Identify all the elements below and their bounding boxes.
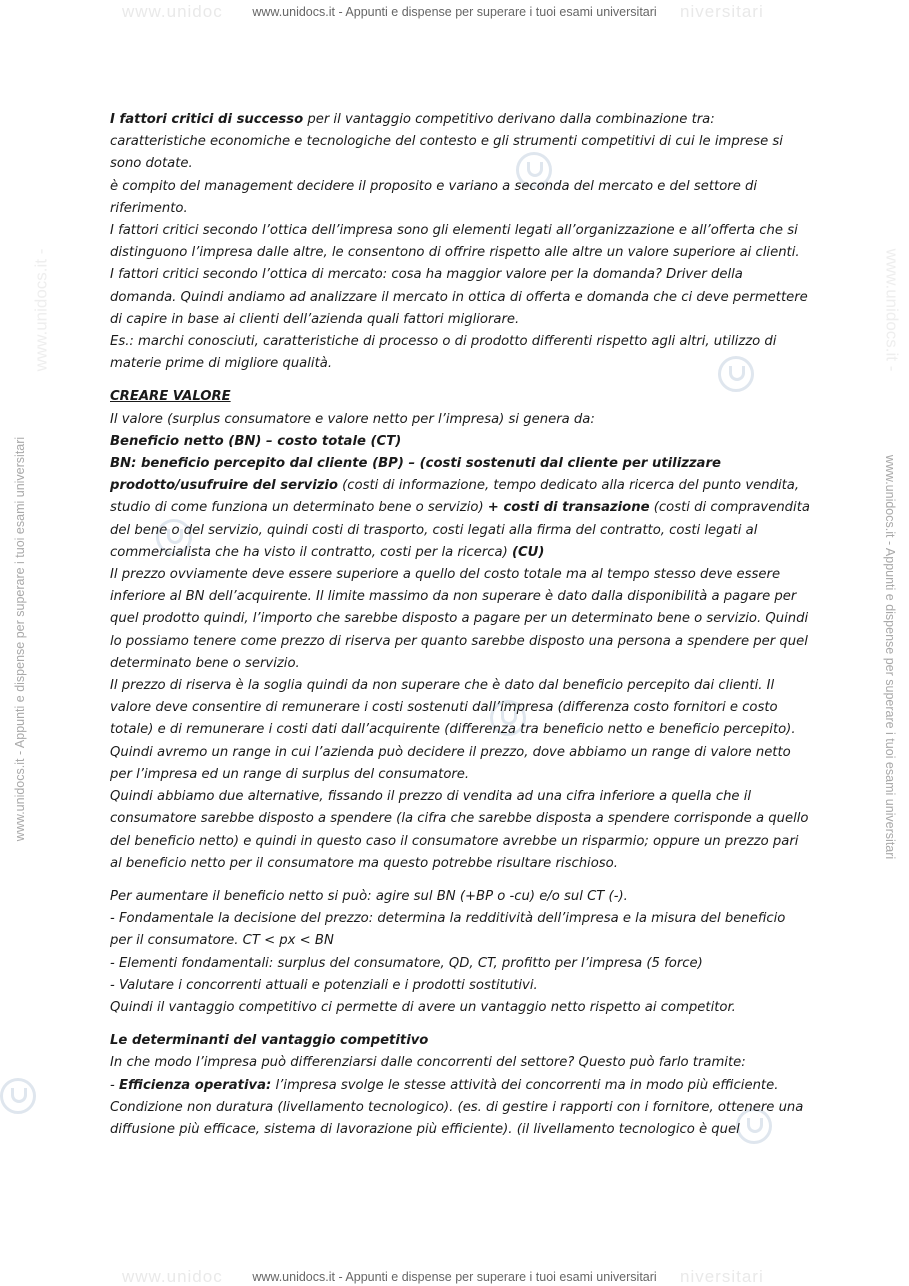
- paragraph-valore-intro: Il valore (surplus consumatore e valore netto per l’impresa) si genera da:: [110, 411, 595, 427]
- paragraph-bn-definition: [110, 453, 810, 564]
- bold-term: (CU): [511, 544, 545, 560]
- paragraph-text: l’impresa svolge le stesse attività dei concorrenti ma in modo più efficiente. Condizione non duratura (livellamento tecnologico). (es. di gestire i rapporti con i fornitore, ottenere una diffusione più efficace, sistema di lavorazione più efficiente). (il livellamento tecnologico è quel: [110, 1077, 804, 1137]
- watermark-ghost-left: www.unidoc: [122, 1267, 223, 1286]
- paragraph-text: (costi di informazione, tempo dedicato alla ricerca del punto vendita, studio di come funziona un determinato bene o servizio): [110, 478, 800, 516]
- paragraph-fattori-critici: [110, 109, 810, 176]
- watermark-side-right: www.unidocs.it - Appunti e dispense per superare i tuoi esami universitari: [883, 454, 897, 860]
- watermark-ghost-right: niversitari: [680, 1267, 764, 1286]
- paragraph-management: è compito del management decidere il proposito e variano a seconda del mercato e del settore di riferimento.: [110, 178, 758, 216]
- watermark-footer-text: www.unidocs.it - Appunti e dispense per superare i tuoi esami universitari: [252, 1270, 657, 1284]
- line-aumentare-bn: Per aumentare il beneficio netto si può: agire sul BN (+BP o -cu) e/o sul CT (-).: [110, 888, 628, 904]
- watermark-side-ghost-right: www.unidocs.it -: [882, 248, 902, 372]
- paragraph-determinanti-intro: In che modo l’impresa può differenziarsi dalle concorrenti del settore? Questo può farlo tramite:: [110, 1055, 746, 1071]
- paragraph-text: per il vantaggio competitivo derivano dalla combinazione tra: caratteristiche economiche e tecnologiche del contesto e gli strumenti competitivi di cui le imprese si sono dotate.: [110, 112, 783, 172]
- paragraph-prezzo: Il prezzo ovviamente deve essere superiore a quello del costo totale ma al tempo stesso deve essere inferiore al BN dell’acquirente. Il limite massimo da non superare è dato dalla disponibilità a pagare per quel prodotto quindi, l’importo che sarebbe disposto a pagare per un determinato bene o servizio. Quindi lo possiamo tenere come prezzo di riserva per quanto sarebbe disposto una persona a spendere per quel determinato bene o servizio.: [110, 567, 809, 671]
- paragraph-ottica-mercato: I fattori critici secondo l’ottica di mercato: cosa ha maggior valore per la domanda? Driver della domanda. Quindi andiamo ad analizzare il mercato in ottica di offerta e domanda che ci deve permettere di capire in base ai clienti dell’azienda quali fattori migliorare.: [110, 267, 808, 327]
- paragraph-text: (costi di compravendita del bene o del servizio, quindi costi di trasporto, costi legati alla firma del contratto, costi legati al commercialista che ha visto il contratto, costi per la ricerca): [110, 500, 810, 560]
- paragraph-ottica-impresa: I fattori critici secondo l’ottica dell’impresa sono gli elementi legati all’organizzazione e all’offerta che si distinguono l’impresa dalle altre, le consentono di offrire rispetto alle altre un valore superiore ai clienti.: [110, 223, 800, 261]
- unidocs-logo-icon: [0, 1078, 36, 1114]
- watermark-header-text: www.unidocs.it - Appunti e dispense per superare i tuoi esami universitari: [252, 5, 657, 19]
- bold-term: I fattori critici di successo: [110, 112, 304, 127]
- document-body: [110, 109, 810, 1141]
- watermark-side-left: www.unidocs.it - Appunti e dispense per superare i tuoi esami universitari: [13, 436, 27, 842]
- watermark-ghost-left: www.unidoc: [122, 2, 223, 21]
- section-heading-determinanti: Le determinanti del vantaggio competitivo: [110, 1033, 429, 1049]
- line-vantaggio-netto: Quindi il vantaggio competitivo ci permette di avere un vantaggio netto rispetto ai competitor.: [110, 999, 736, 1015]
- bold-term: + costi di transazione: [487, 500, 650, 516]
- watermark-footer: [0, 1266, 909, 1286]
- watermark-side-ghost-left: www.unidocs.it -: [31, 248, 51, 372]
- paragraph-esempio: Es.: marchi conosciuti, caratteristiche di processo o di prodotto differenti rispetto agli altri, utilizzo di materie prime di migliore qualità.: [110, 334, 777, 372]
- list-bullet: -: [110, 1077, 119, 1093]
- bold-term: BN: beneficio percepito dal cliente (BP) – (costi sostenuti dal cliente per utilizzare prodotto/usufruire del servizio: [110, 456, 721, 494]
- section-heading-creare-valore: CREARE VALORE: [110, 389, 231, 405]
- list-item-efficienza: [110, 1075, 810, 1142]
- line-concorrenti: - Valutare i concorrenti attuali e potenziali e i prodotti sostitutivi.: [110, 977, 538, 993]
- bold-term: Efficienza operativa:: [118, 1077, 272, 1093]
- paragraph-alternative: Quindi abbiamo due alternative, fissando il prezzo di vendita ad una cifra inferiore a quella che il consumatore sarebbe disposto a spendere (la cifra che sarebbe disposta a spendere corrisponde a quello del beneficio netto) e quindi in questo caso il consumatore avrebbe un risparmio; oppure un prezzo pari al beneficio netto per il consumatore ma questo potrebbe risultare rischioso.: [110, 789, 809, 871]
- watermark-ghost-right: niversitari: [680, 2, 764, 21]
- line-decisione-prezzo: - Fondamentale la decisione del prezzo: determina la redditività dell’impresa e la misura del beneficio per il consumatore. CT < px < BN: [110, 911, 786, 949]
- formula-bn-ct: Beneficio netto (BN) – costo totale (CT): [110, 433, 402, 449]
- watermark-header: [0, 1, 909, 23]
- paragraph-prezzo-riserva: Il prezzo di riserva è la soglia quindi da non superare che è dato dal beneficio percepito dai clienti. Il valore deve consentire di remunerare i costi sostenuti dall’impresa (differenza costo fornitori e costo totale) e di remunerare i costi dati dall’acquirente (differenza tra beneficio netto e beneficio percepito). Quindi avremo un range in cui l’azienda può decidere il prezzo, dove abbiamo un range di valore netto per l’impresa ed un range di surplus del consumatore.: [110, 678, 796, 782]
- line-elementi-fondamentali: - Elementi fondamentali: surplus del consumatore, QD, CT, profitto per l’impresa (5 force): [110, 955, 703, 971]
